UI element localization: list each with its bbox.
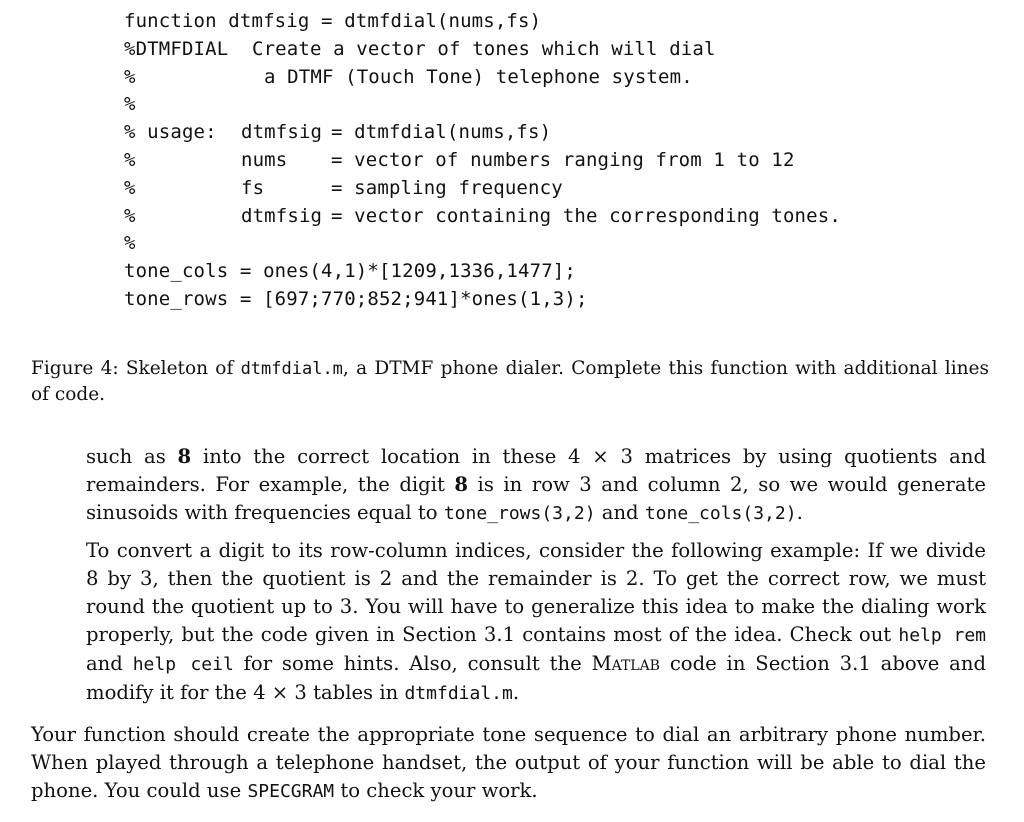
inline-code: tone_cols(3,2): [644, 502, 797, 524]
code-comment-text: Create a vector of tones which will dial: [252, 37, 716, 60]
code-comment-marker: %DTMFDIAL: [124, 37, 229, 60]
text-run: code in Section 3.1 above and modify it for the 4 × 3 tables in: [86, 651, 986, 704]
code-line: [124, 203, 841, 231]
code-comment-marker: % usage:: [124, 121, 217, 144]
bold-digit: 8: [177, 445, 192, 468]
text-run: .: [796, 500, 803, 524]
code-param-name: dtmfsig: [241, 121, 323, 144]
code-line: [124, 175, 563, 203]
inline-code: help ceil: [132, 653, 234, 675]
inline-code: help rem: [898, 624, 986, 646]
code-param-name: fs: [241, 176, 265, 199]
body-paragraph-1: [86, 443, 986, 528]
small-caps-text: Matlab: [591, 651, 660, 675]
inline-code: SPECGRAM: [247, 780, 335, 802]
code-comment-marker: %: [124, 93, 136, 116]
code-text: tone_cols = ones(4,1)*[1209,1336,1477];: [124, 260, 576, 283]
code-line: [124, 36, 716, 64]
code-line: [124, 258, 576, 286]
code-param-name: dtmfsig: [241, 204, 323, 227]
code-param-name: nums: [241, 148, 288, 171]
text-run: is in row 3 and column 2, so we would generate sinusoids with frequencies equal to: [86, 472, 986, 524]
bold-digit: 8: [454, 472, 469, 496]
code-param-desc: = dtmfdial(nums,fs): [331, 121, 552, 144]
inline-code: dtmfdial.m: [404, 682, 513, 704]
text-run: and: [595, 500, 645, 524]
code-param-desc: = vector containing the corresponding tones.: [331, 204, 841, 227]
code-param-desc: = vector of numbers ranging from 1 to 12: [331, 148, 795, 171]
inline-code: tone_rows(3,2): [443, 502, 596, 524]
code-line: [124, 230, 170, 258]
text-run: such as: [86, 445, 178, 468]
body-paragraph-3: [31, 721, 986, 806]
code-line: [124, 8, 542, 36]
text-run: and: [86, 651, 133, 675]
code-line: [124, 119, 552, 147]
code-line: [124, 147, 795, 175]
text-run: Your function should create the appropriate tone sequence to dial an arbitrary phone number. When played through a telephone handset, the output of your function will be able to dial the phone. You could use: [31, 723, 986, 802]
code-comment-marker: %: [124, 176, 136, 199]
code-line: [124, 286, 588, 314]
text-run: .: [512, 680, 520, 704]
code-line: [124, 64, 693, 92]
code-line: [124, 91, 170, 119]
text-run: into the correct location in these 4 × 3 matrices by using quotients and remainders. For example, the digit: [86, 445, 986, 496]
body-paragraph-2: [86, 537, 986, 707]
text-run: for some hints. Also, consult the: [233, 651, 592, 675]
caption-prefix: Figure 4: Skeleton of: [31, 358, 241, 379]
code-comment-marker: %: [124, 232, 136, 255]
code-text: tone_rows = [697;770;852;941]*ones(1,3);: [124, 287, 588, 310]
caption-filename: dtmfdial.m: [240, 359, 343, 379]
code-comment-marker: %: [124, 148, 136, 171]
figure-caption: [31, 356, 989, 408]
code-listing: [124, 8, 841, 314]
caption-suffix: , a DTMF phone dialer. Complete this function with additional lines of code.: [31, 358, 989, 405]
text-run: To convert a digit to its row-column indices, consider the following example: If we divide 8 by 3, then the quotient is 2 and the remainder is 2. To get the correct row, we must round the quotient up to 3. You will have to generalize this idea to make the dialing work properly, but the code given in Section 3.1 contains most of the idea. Check out: [86, 539, 986, 646]
code-text: function dtmfsig = dtmfdial(nums,fs): [124, 10, 542, 32]
code-param-desc: = sampling frequency: [331, 176, 563, 199]
code-comment-marker: %: [124, 204, 136, 227]
text-run: to check your work.: [334, 778, 538, 802]
code-comment-text: a DTMF (Touch Tone) telephone system.: [264, 65, 693, 88]
code-comment-marker: %: [124, 65, 136, 88]
